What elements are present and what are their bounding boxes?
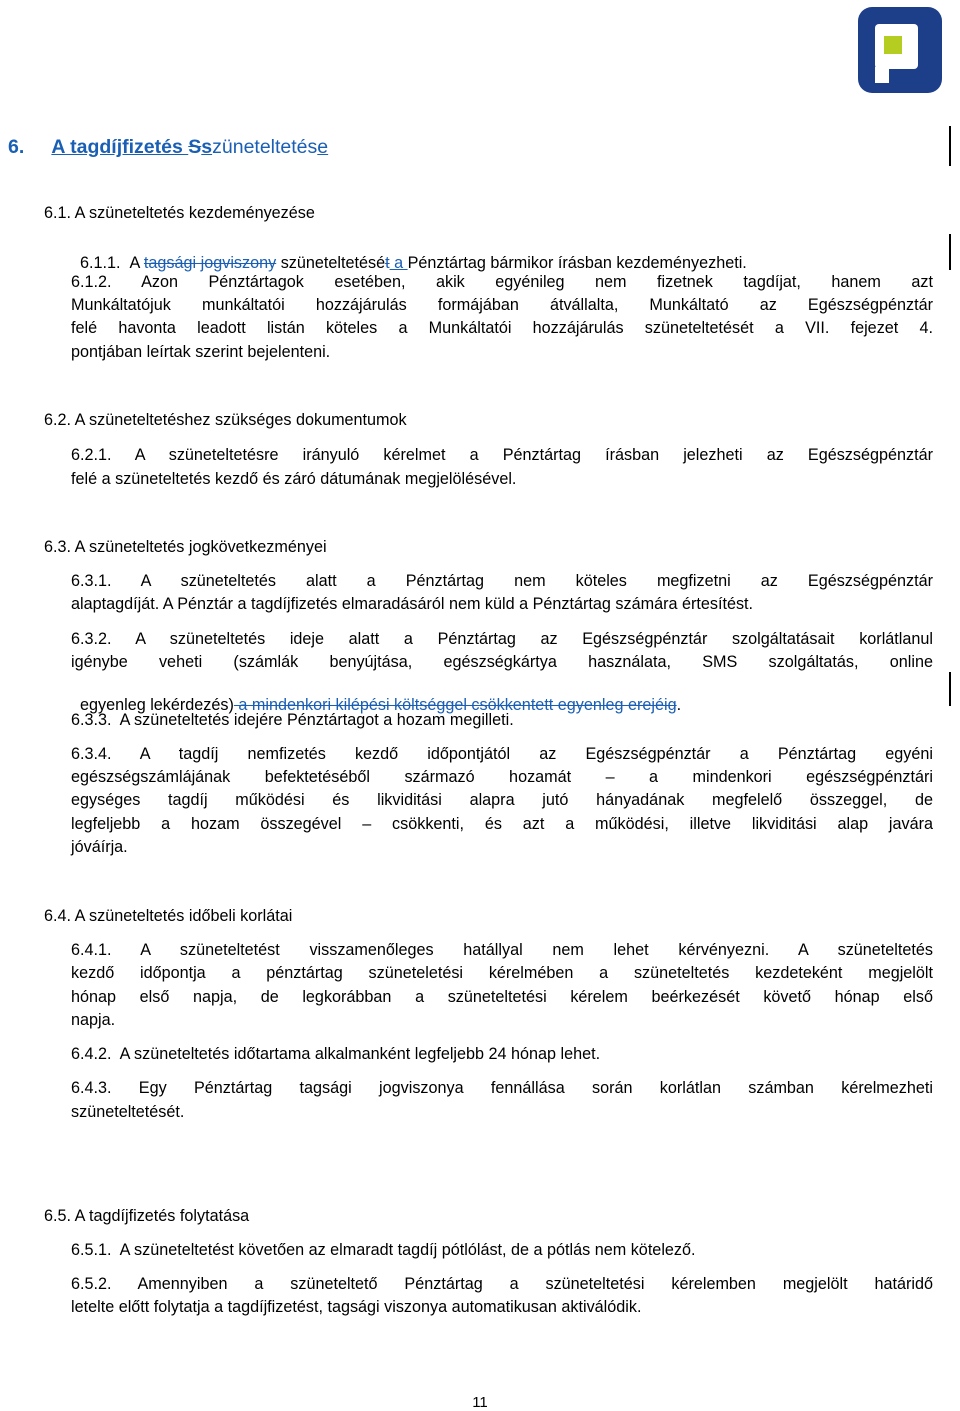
subsection-title-6-1: 6.1. A szüneteltetés kezdeményezése [44, 204, 315, 222]
paragraph-line: 6.5.2. Amennyiben a szüneteltető Pénztártag a szüneteltetési kérelemben megjelölt határidő [71, 1275, 933, 1293]
change-bar [949, 672, 951, 706]
deleted-text: tagsági jogviszony [143, 254, 277, 272]
paragraph-line: letelte előtt folytatja a tagdíjfizetést, tagsági viszonya automatikusan aktiválódik. [71, 1298, 642, 1316]
text-run: A [129, 254, 144, 272]
company-logo [858, 7, 942, 93]
subsection-title-6-2: 6.2. A szüneteltetéshez szükséges dokumentumok [44, 411, 407, 429]
deleted-text: a mindenkori kilépési költséggel csökkentett egyenleg erejéig [233, 696, 677, 714]
heading-text: A tagdíjfizetés [51, 136, 189, 158]
text-run: . [676, 696, 682, 714]
paragraph-line: pontjában leírtak szerint bejelenteni. [71, 343, 331, 361]
subsection-title-6-3: 6.3. A szüneteltetés jogkövetkezményei [44, 538, 327, 556]
paragraph-line: Munkáltatójuk munkáltatói hozzájárulás formájában átvállalta, Munkáltató az Egészségpénztár [71, 296, 933, 314]
paragraph-6-3-3: 6.3.3. A szüneteltetés idejére Pénztártagot a hozam megilleti. [71, 711, 514, 729]
text-run: egyenleg lekérdezés) [80, 696, 234, 714]
paragraph-line [71, 677, 933, 715]
paragraph-line: egészségszámlájának befektetéséből származó hozamát – a mindenkori egészségpénztári [71, 768, 933, 786]
change-bar [949, 234, 951, 270]
logo-bubble-tail [875, 67, 889, 83]
change-bar [949, 126, 951, 166]
deleted-text: t [385, 254, 390, 272]
paragraph-line: alaptagdíját. A Pénztár a tagdíjfizetés elmaradásáról nem küld a Pénztártag számára értesítést. [71, 595, 754, 613]
paragraph-line: legfeljebb a hozam összegével – csökkenti, és azt a működési, illetve likviditási alap javára [71, 815, 933, 833]
paragraph-line: kezdő időpontja a pénztártag szüneteletési kérelmében a szüneteltetés kezdeteként megjelölt [71, 964, 933, 982]
paragraph-line: igénybe veheti (számlák benyújtása, egészségkártya használata, SMS szolgáltatás, online [71, 653, 933, 671]
paragraph-line: hónap első napja, de legkorábban a szüneteltetési kérelem beérkezését követő hónap első [71, 988, 933, 1006]
paragraph-line: 6.2.1. A szüneteltetésre irányuló kérelmet a Pénztártag írásban jelezheti az Egészségpénztár [71, 446, 933, 464]
paragraph-line: napja. [71, 1011, 116, 1029]
paragraph-6-5-1: 6.5.1. A szüneteltetést követően az elmaradt tagdíj pótlólást, de a pótlás nem kötelező. [71, 1241, 696, 1259]
paragraph-line: 6.3.2. A szüneteltetés ideje alatt a Pénztártag az Egészségpénztár szolgáltatásait korlátlanul [71, 630, 933, 648]
heading-inserted-letter: e [317, 136, 329, 158]
paragraph-line: jóváírja. [71, 838, 128, 856]
paragraph-line: 6.3.4. A tagdíj nemfizetés kezdő időpontjától az Egészségpénztár a Pénztártag egyéni [71, 745, 933, 763]
page-number: 11 [472, 1394, 488, 1411]
paragraph-number: 6.1.1. [80, 254, 121, 272]
inserted-text: a [389, 254, 408, 272]
paragraph-line: felé havonta leadott listán köteles a Munkáltatói hozzájárulás szüneteltetését a VII. fejezet 4. [71, 319, 933, 337]
paragraph-line: 6.1.2. Azon Pénztártagok esetében, akik egyénileg nem fizetnek tagdíjat, hanem azt [71, 273, 933, 291]
subsection-title-6-5: 6.5. A tagdíjfizetés folytatása [44, 1207, 250, 1225]
text-run: Pénztártag bármikor írásban kezdeményezheti. [407, 254, 747, 272]
paragraph-line: felé a szüneteltetés kezdő és záró dátumának megjelölésével. [71, 470, 517, 488]
heading-text-rest: züneteltetés [212, 136, 318, 158]
subsection-title-6-4: 6.4. A szüneteltetés időbeli korlátai [44, 907, 293, 925]
logo-green-square [884, 36, 902, 54]
heading-number: 6. [8, 136, 25, 158]
heading-inserted-letter: s [201, 136, 213, 158]
heading-deleted-letter: S [188, 136, 202, 158]
paragraph-line: szüneteltetését. [71, 1103, 185, 1121]
paragraph-line: 6.4.3. Egy Pénztártag tagsági jogviszonya fennállása során korlátlan számban kérelmezheti [71, 1079, 933, 1097]
section-heading [8, 136, 328, 159]
paragraph-line: 6.3.1. A szüneteltetés alatt a Pénztártag nem köteles megfizetni az Egészségpénztár [71, 572, 933, 590]
paragraph-line: 6.4.1. A szüneteltetést visszamenőleges hatállyal nem lehet kérvényezni. A szüneteltetés [71, 941, 933, 959]
paragraph-line: egységes tagdíj működési és likviditási alapra jutó hányadának megfelelő összeggel, de [71, 791, 933, 809]
text-run: szüneteltetésé [276, 254, 386, 272]
paragraph-6-1-1 [71, 235, 933, 273]
paragraph-6-4-2: 6.4.2. A szüneteltetés időtartama alkalmanként legfeljebb 24 hónap lehet. [71, 1045, 601, 1063]
